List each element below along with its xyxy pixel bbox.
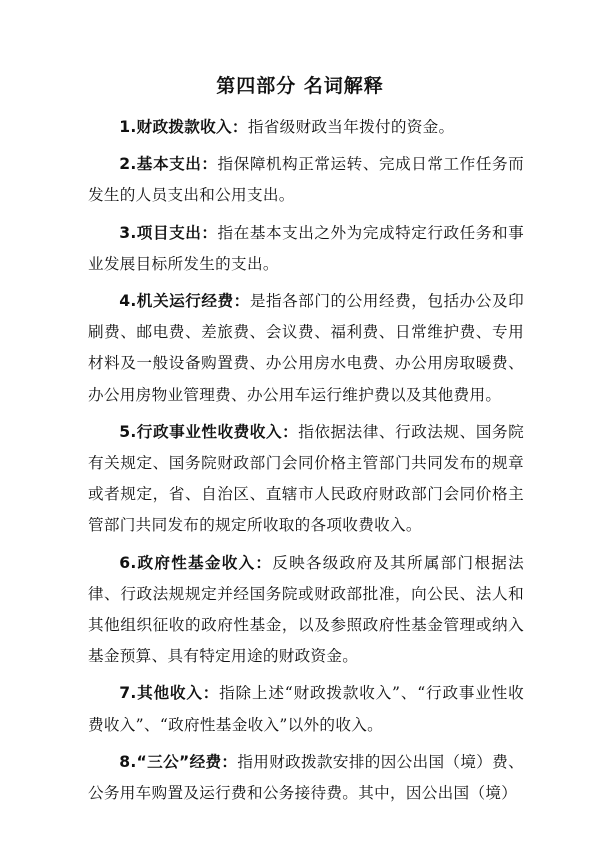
term-definition: 指在基本支出之外为完成特定行政任务和事业发展目标所发生的支出。 <box>88 223 525 273</box>
term-label: 4.机关运行经费： <box>119 292 250 311</box>
term-label: 2.基本支出： <box>119 155 218 174</box>
term-definition: 指保障机构正常运转、完成日常工作任务而发生的人员支出和公用支出。 <box>88 155 525 205</box>
term-definition: 反映各级政府及其所属部门根据法律、行政法规规定并经国务院或财政部批准，向公民、法人和其他组织征收的政府性基金，以及参照政府性基金管理或纳入基金预算、具有特定用途的财政资金。 <box>88 553 524 666</box>
term-label: 3.项目支出： <box>119 223 218 242</box>
term-label: 6.政府性基金收入： <box>119 553 273 572</box>
term-definition: 指用财政拨款安排的因公出国（境）费、公务用车购置及运行费和公务接待费。其中，因公出国（境） <box>88 752 524 803</box>
term-definition: 指省级财政当年拨付的资金。 <box>247 118 455 136</box>
definition-three-public-expenses <box>88 747 524 809</box>
definition-project-expenditure <box>88 218 524 280</box>
definition-operating-funds <box>88 286 524 411</box>
definition-financial-appropriation-income <box>88 112 524 143</box>
term-label: 1.财政拨款收入： <box>119 118 248 136</box>
term-definition: 指依据法律、行政法规、国务院有关规定、国务院财政部门会同价格主管部门共同发布的规章或者规定，省、自治区、直辖市人民政府财政部门会同价格主管部门共同发布的规定所收取的各项收费收入。 <box>88 422 525 535</box>
term-label: 5.行政事业性收费收入： <box>119 422 299 441</box>
term-label: 8.“三公”经费： <box>119 752 238 771</box>
term-definition: 是指各部门的公用经费，包括办公及印刷费、邮电费、差旅费、会议费、福利费、日常维护费、专用材料及一般设备购置费、办公用房水电费、办公用房取暖费、办公用房物业管理费、办公用车运行维护费以及其他费用。 <box>88 292 524 404</box>
term-label: 7.其他收入： <box>119 684 220 703</box>
definition-government-fund-income <box>88 548 524 673</box>
definition-basic-expenditure <box>88 149 524 211</box>
definition-other-income <box>88 678 524 740</box>
term-definition: 指除上述“财政拨款收入”、“行政事业性收费收入”、“政府性基金收入”以外的收入。 <box>88 684 524 734</box>
definition-administrative-fee-income <box>88 417 524 542</box>
page-title: 第四部分 名词解释 <box>216 75 384 97</box>
